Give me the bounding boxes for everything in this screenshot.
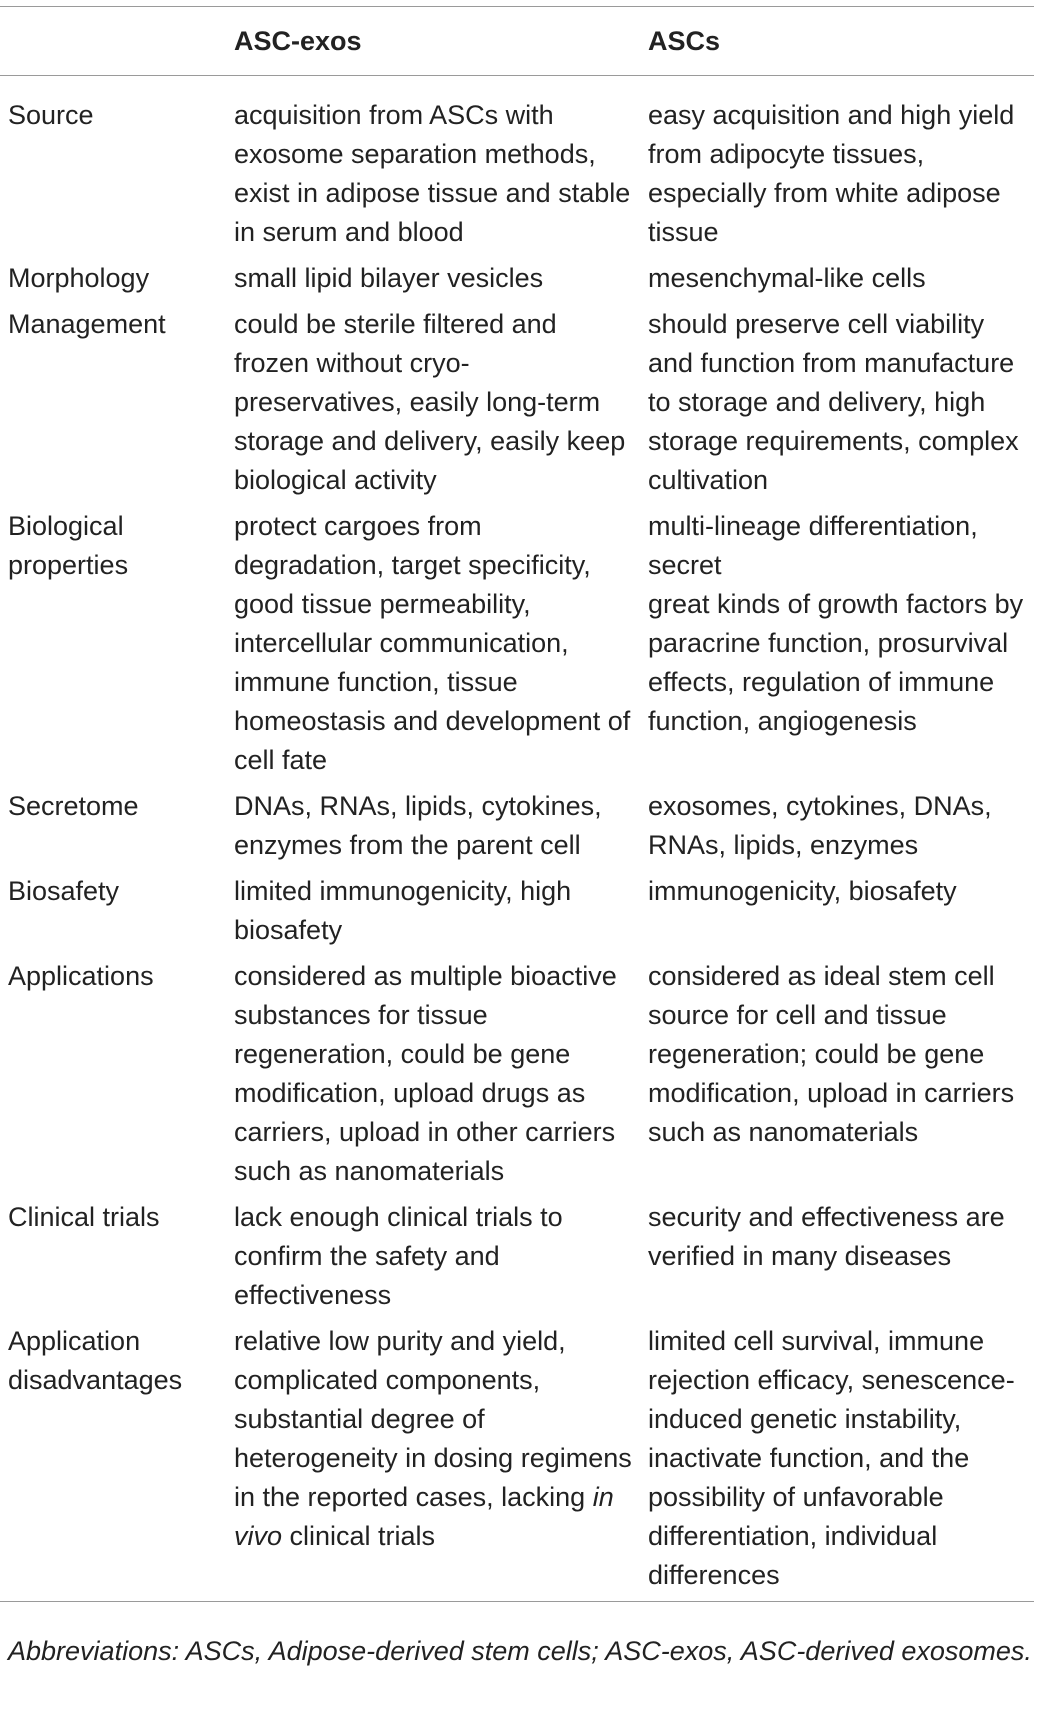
asc-exos-cell: lack enough clinical trials to confirm the safety and effectiveness: [234, 1202, 563, 1310]
header-asc-exos: ASC-exos: [234, 25, 362, 56]
header-empty: [0, 7, 226, 76]
asc-exos-cell: DNAs, RNAs, lipids, cytokines, enzymes from the parent cell: [234, 791, 602, 860]
asc-exos-cell: limited immunogenicity, high biosafety: [234, 876, 572, 945]
asc-exos-cell: small lipid bilayer vesicles: [234, 263, 544, 293]
table-row: [0, 1315, 1034, 1602]
ascs-cell: mesenchymal-like cells: [648, 263, 926, 293]
table-row: [0, 1191, 1034, 1315]
header-row: [0, 7, 1034, 76]
table-row: [0, 76, 1034, 253]
row-label: Management: [8, 309, 166, 339]
row-label: Source: [8, 100, 94, 130]
table-row: [0, 950, 1034, 1191]
asc-exos-text-post: clinical trials: [282, 1521, 436, 1551]
ascs-cell: [640, 500, 1034, 780]
row-label: Biosafety: [8, 876, 120, 906]
in-vivo-italic: in vivo: [234, 1482, 614, 1551]
table-row: [0, 298, 1034, 500]
comparison-table: [0, 6, 1034, 1602]
asc-exos-text-pre: relative low purity and yield, complicated components, substantial degree of heterogeneity in dosing regimens in the reported cases, lacking: [234, 1326, 632, 1512]
asc-exos-cell: acquisition from ASCs with exosome separation methods, exist in adipose tissue and stable in serum and blood: [234, 100, 631, 247]
row-label: Application disadvantages: [8, 1326, 183, 1395]
asc-exos-cell: [226, 1315, 640, 1602]
table-row: [0, 780, 1034, 865]
ascs-cell: considered as ideal stem cell source for cell and tissue regeneration; could be gene modification, upload in carriers such as nanomaterials: [648, 961, 1015, 1147]
asc-exos-cell: could be sterile filtered and frozen without cryo-preservatives, easily long-term storage and delivery, easily keep biological activity: [234, 309, 626, 495]
ascs-cell-line-a: multi-lineage differentiation, secret: [648, 511, 978, 580]
table-header: [0, 7, 1034, 76]
ascs-cell: security and effectiveness are verified in many diseases: [648, 1202, 1005, 1271]
asc-exos-cell: protect cargoes from degradation, target specificity, good tissue permeability, intercellular communication, immune function, tissue homeostasis and development of cell fate: [234, 511, 631, 775]
header-ascs: ASCs: [648, 25, 721, 56]
table-row: [0, 500, 1034, 780]
row-label: Biological properties: [8, 511, 129, 580]
ascs-cell: immunogenicity, biosafety: [648, 876, 957, 906]
table-row: [0, 865, 1034, 950]
row-label: Applications: [8, 961, 154, 991]
ascs-cell: should preserve cell viability and function from manufacture to storage and delivery, high storage requirements, complex cultivation: [648, 309, 1019, 495]
asc-exos-cell: considered as multiple bioactive substances for tissue regeneration, could be gene modification, upload drugs as carriers, upload in other carriers such as nanomaterials: [234, 961, 617, 1186]
ascs-cell-line-b: great kinds of growth factors by paracrine function, prosurvival effects, regulation of immune function, angiogenesis: [648, 589, 1024, 736]
table-body: [0, 76, 1034, 1602]
abbreviations-footnote: Abbreviations: ASCs, Adipose-derived stem cells; ASC-exos, ASC-derived exosomes.: [8, 1636, 1032, 1666]
ascs-cell: exosomes, cytokines, DNAs, RNAs, lipids, enzymes: [648, 791, 992, 860]
table-row: [0, 252, 1034, 298]
row-label: Morphology: [8, 263, 150, 293]
row-label: Clinical trials: [8, 1202, 160, 1232]
ascs-cell: easy acquisition and high yield from adipocyte tissues, especially from white adipose tissue: [648, 100, 1015, 247]
row-label: Secretome: [8, 791, 139, 821]
ascs-cell: limited cell survival, immune rejection efficacy, senescence-induced genetic instability, inactivate function, and the possibility of unfavorable differentiation, individual differences: [648, 1326, 1015, 1590]
